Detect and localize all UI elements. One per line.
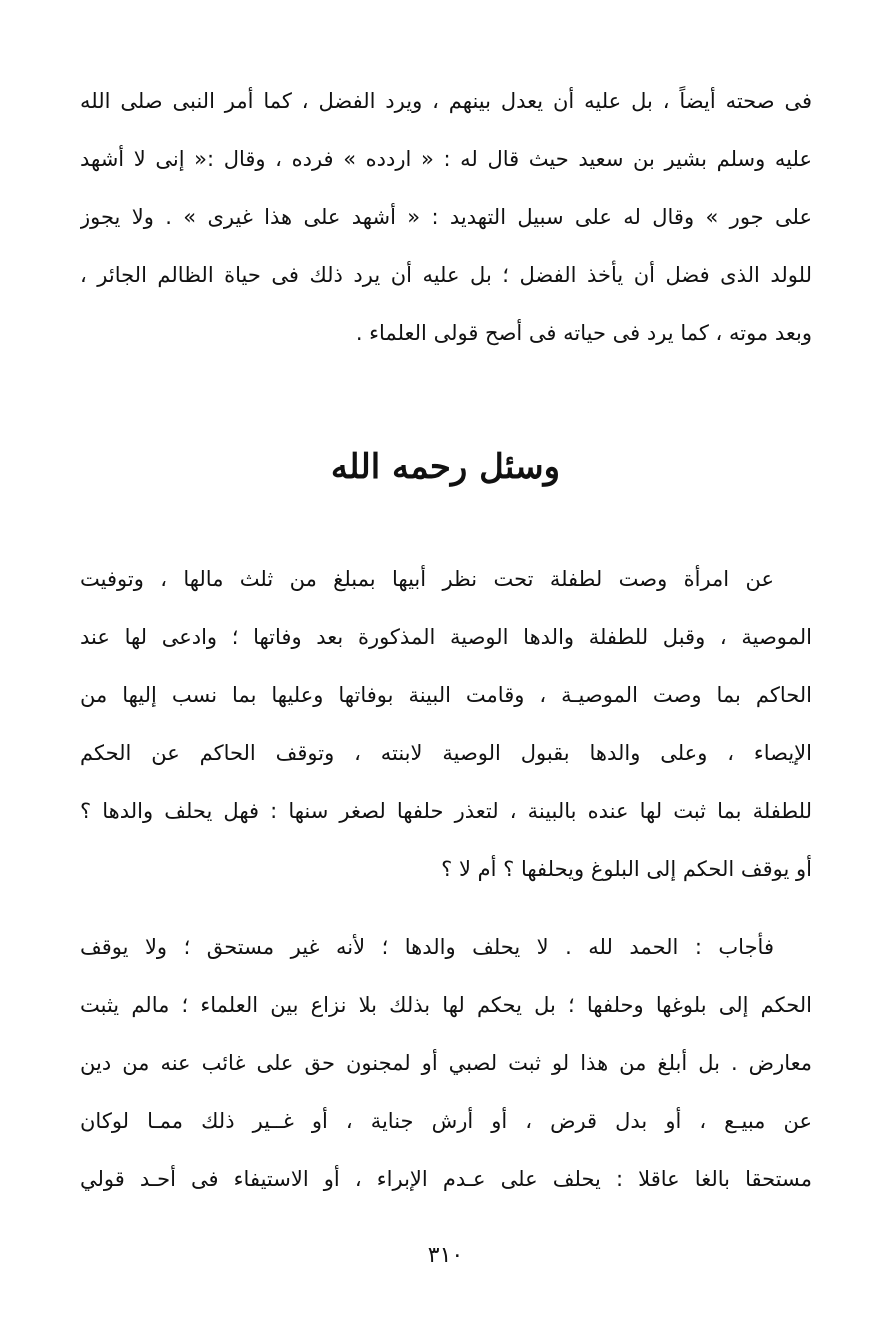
paragraph-line: للولد الذى فضل أن يأخذ الفضل ؛ بل عليه أن يرد ذلك فى حياة الظالم الجائر ، <box>80 263 812 287</box>
paragraph-line: الحاكم بما وصت الموصيـة ، وقامت البينة بوفاتها وعليها بما نسب إليها من <box>80 683 812 707</box>
paragraph-line: الإيصاء ، وعلى والدها بقبول الوصية لابنته ، وتوقف الحاكم عن الحكم <box>80 741 812 765</box>
paragraph-line: فى صحته أيضاً ، بل عليه أن يعدل بينهم ، ويرد الفضل ، كما أمر النبى صلى الله <box>80 89 812 113</box>
paragraph-line: للطفلة بما ثبت لها عنده بالبينة ، لتعذر حلفها لصغر سنها : فهل يحلف والدها ؟ <box>80 799 812 823</box>
paragraph-line: معارض . بل أبلغ من هذا لو ثبت لصبي أو لمجنون حق على غائب عنه من دين <box>80 1051 812 1075</box>
paragraph-line: وبعد موته ، كما يرد فى حياته فى أصح قولى العلماء . <box>355 321 812 345</box>
paragraph-line: أو يوقف الحكم إلى البلوغ ويحلفها ؟ أم لا ؟ <box>441 857 812 881</box>
paragraph-line: الموصية ، وقبل للطفلة والدها الوصية المذكورة بعد وفاتها ؛ وادعى لها عند <box>80 625 812 649</box>
paragraph-line: الحكم إلى بلوغها وحلفها ؛ بل يحكم لها بذلك بلا نزاع بين العلماء ؛ مالم يثبت <box>80 993 812 1017</box>
paragraph-3-answer <box>80 918 812 1208</box>
paragraph-2-question <box>80 550 812 898</box>
paragraph-line: عن امرأة وصت لطفلة تحت نظر أبيها بمبلغ من ثلث مالها ، وتوفيت <box>80 567 774 591</box>
paragraph-1 <box>80 72 812 362</box>
paragraph-line: عن مبيـع ، أو بدل قرض ، أو أرش جناية ، أو غــير ذلك ممـا لوكان <box>80 1109 812 1133</box>
page-number: ٣١٠ <box>427 1243 464 1268</box>
paragraph-line: عليه وسلم بشير بن سعيد حيث قال له : « اردده » فرده ، وقال :« إنى لا أشهد <box>80 147 812 171</box>
paragraph-line: مستحقا بالغا عاقلا : يحلف على عـدم الإبراء ، أو الاستيفاء فى أحـد قولي <box>80 1167 812 1191</box>
section-heading: وسئل رحمه الله <box>330 447 561 487</box>
paragraph-line: فأجاب : الحمد لله . لا يحلف والدها ؛ لأنه غير مستحق ؛ ولا يوقف <box>80 935 774 959</box>
paragraph-line: على جور » وقال له على سبيل التهديد : « أشهد على هذا غيرى » . ولا يجوز <box>80 205 812 229</box>
